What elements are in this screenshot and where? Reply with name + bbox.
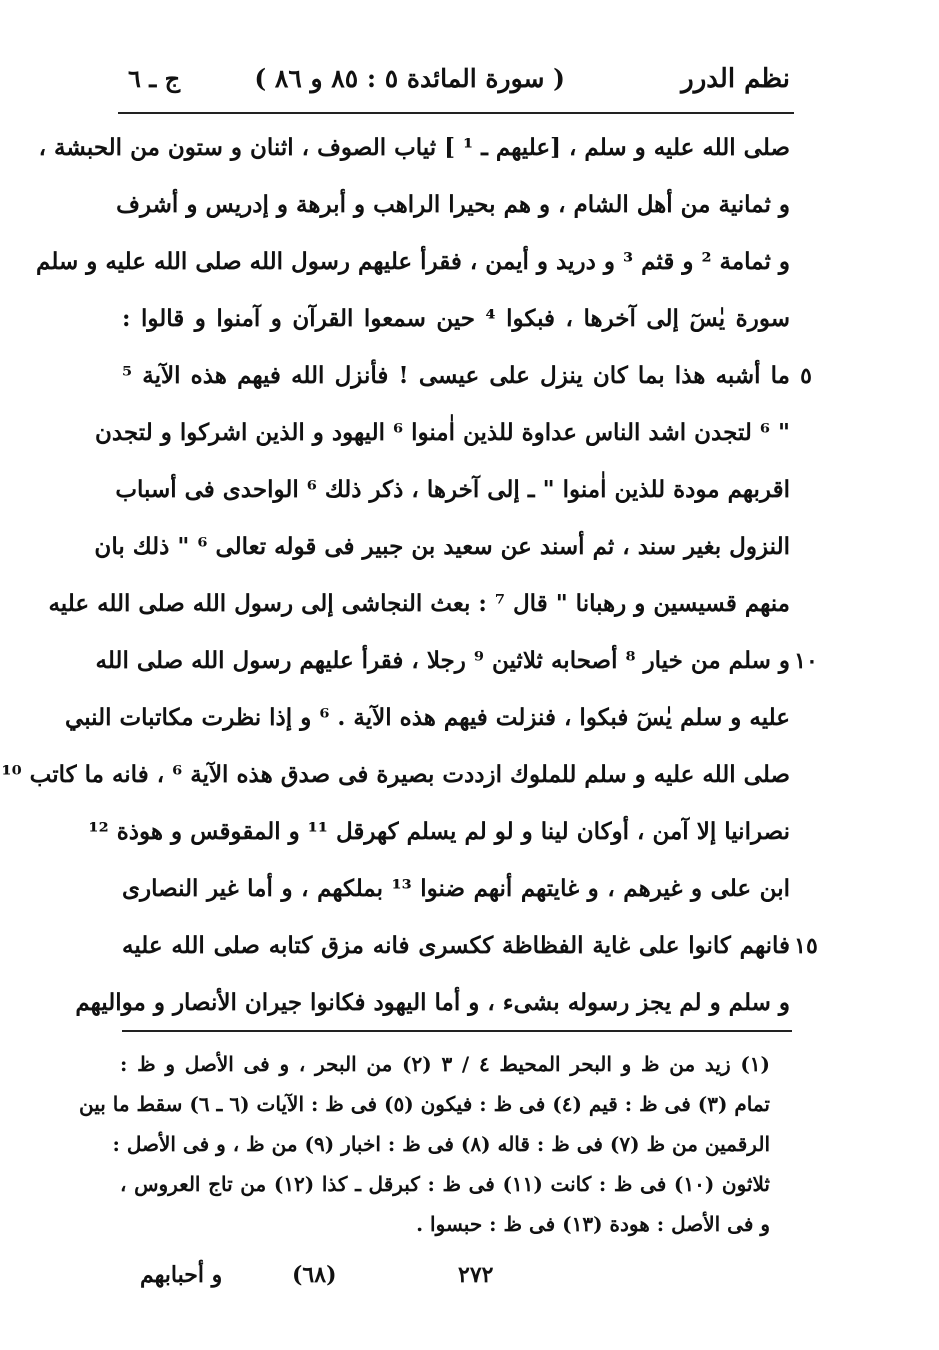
header-rule — [118, 112, 794, 114]
text-line: و سلم من خيار ⁸ أصحابه ثلاثين ⁹ رجلا ، فقرأ عليهم رسول الله صلى الله — [95, 647, 790, 674]
footnote-line: تمام (٣) فى ظ : قيم (٤) فى ظ : فيكون (٥) فى ظ : الآيات (٦ ـ ٦) سقط ما بين — [78, 1092, 770, 1116]
text-line: اقربهم مودة للذين اٰمنوا " ـ إلى آخرها ، ذكر ذلك ⁶ الواحدى فى أسباب — [115, 476, 790, 503]
text-line: " ⁶ لتجدن اشد الناس عداوة للذين اٰمنوا ⁶ اليهود و الذين اشركوا و لتجدن — [94, 419, 790, 446]
volume-number: ج ـ ٦ — [128, 64, 181, 93]
text-line: النزول بغير سند ، ثم أسند عن سعيد بن جبير فى قوله تعالى ⁶ " ذلك بان — [94, 533, 790, 560]
book-title: نظم الدرر — [681, 64, 790, 94]
text-line: و سلم و لم يجز رسوله بشىء ، و أما اليهود فكانوا جيران الأنصار و مواليهم — [75, 989, 790, 1016]
footnote-line: (١) زيد من ظ و البحر المحيط ٤ / ٣ (٢) من البحر ، و فى الأصل و ظ : — [120, 1052, 770, 1076]
footnote-rule — [122, 1030, 792, 1032]
text-line: و ثمامة ² و قثم ³ و دريد و أيمن ، فقرأ عليهم رسول الله صلى الله عليه و سلم — [36, 248, 790, 275]
line-number: ٥ — [800, 363, 812, 389]
text-line: منهم قسيسين و رهبانا " قال ⁷ : بعث النجاشى إلى رسول الله صلى الله عليه — [48, 590, 790, 617]
text-line: فانهم كانوا على غاية الفظاظة ككسرى فانه مزق كتابه صلى الله عليه — [122, 932, 790, 959]
text-line: صلى الله عليه و سلم للملوك ازددت بصيرة فى صدق هذه الآية ⁶ ، فانه ما كاتب ¹⁰ — [1, 761, 790, 788]
text-line: ابن على و غيرهم ، و غايتهم أنهم ضنوا ¹³ بملكهم ، و أما غير النصارى — [122, 875, 790, 902]
text-line: و ثمانية من أهل الشام ، و هم بحيرا الراهب و أبرهة و إدريس و أشرف — [116, 191, 790, 218]
page-footer — [120, 1262, 560, 1302]
text-line: نصرانيا إلا آمن ، أوكان لينا و لو لم يسلم كهرقل ¹¹ و المقوقس و هوذة ¹² — [88, 818, 790, 845]
line-number: ١٥ — [794, 933, 818, 959]
surah-reference: ( سورة المائدة ٥ : ٨٥ و ٨٦ ) — [254, 64, 565, 93]
catchword: و أحبابهم — [140, 1262, 223, 1288]
footnote-line: و فى الأصل : هودة (١٣) فى ظ : حبسوا . — [416, 1212, 770, 1236]
line-number: ١٠ — [794, 648, 818, 674]
text-line: ما أشبه هذا بما كان ينزل على عيسى ! فأنزل الله فيهم هذه الآية ⁵ — [122, 362, 790, 389]
running-header — [120, 58, 790, 102]
text-line: عليه و سلم يٰسٓ فبكوا ، فنزلت فيهم هذه الآية . ⁶ و إذا نظرت مكاتبات النبي — [65, 704, 790, 731]
footnote-line: ثلاثون (١٠) فى ظ : كانت (١١) فى ظ : كبرقل ـ كذا (١٢) من تاج العروس ، — [120, 1172, 770, 1196]
page-number: ٢٧٢ — [458, 1262, 494, 1288]
footnote-line: الرقمين من ظ (٧) فى ظ : قاله (٨) فى ظ : اخبار (٩) من ظ ، و فى الأصل : — [112, 1132, 770, 1156]
text-line: سورة يٰسٓ إلى آخرها ، فبكوا ⁴ حين سمعوا القرآن و آمنوا و قالوا : — [122, 305, 790, 332]
part-number: (٦٨) — [292, 1262, 337, 1288]
text-line: صلى الله عليه و سلم ، [عليهم ـ ¹ ] ثياب الصوف ، اثنان و ستون من الحبشة ، — [38, 134, 790, 161]
